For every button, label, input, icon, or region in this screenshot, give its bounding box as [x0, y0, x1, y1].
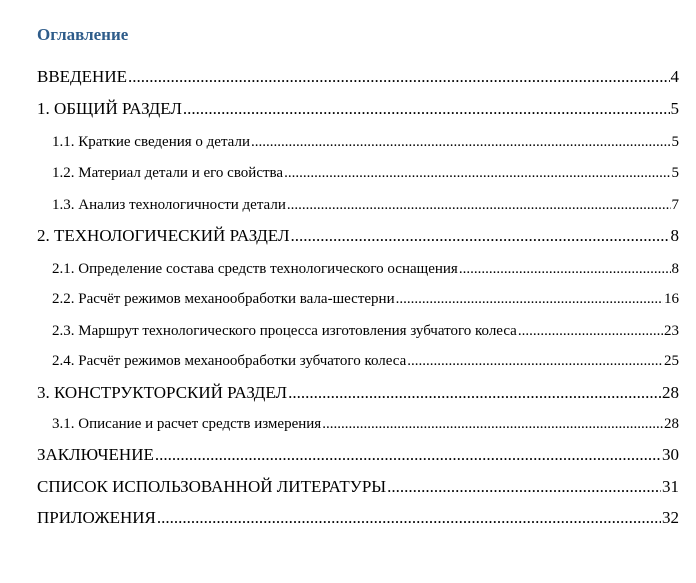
toc-page-number: 8	[670, 226, 679, 245]
toc-page-number: 7	[671, 197, 679, 213]
toc-page-number: 5	[671, 134, 679, 150]
toc-dot-leader	[407, 350, 663, 372]
toc-entry-section-3[interactable]	[37, 382, 679, 404]
toc-page-number: 28	[664, 416, 679, 432]
toc-entry-title: 2.4. Расчёт режимов механообработки зубчатого колеса	[52, 353, 407, 369]
toc-page-number: 5	[670, 99, 679, 118]
toc-dot-leader	[157, 507, 661, 529]
toc-entry-title: 2.3. Маршрут технологического процесса изготовления зубчатого колеса	[52, 323, 517, 339]
toc-page-number: 31	[662, 477, 679, 496]
toc-dot-leader	[288, 382, 661, 404]
toc-dot-leader	[155, 444, 661, 466]
toc-heading: Оглавление	[37, 25, 129, 44]
toc-dot-leader	[290, 225, 669, 247]
toc-entry-section-2-2[interactable]	[52, 288, 679, 310]
toc-page-number: 32	[662, 508, 679, 527]
toc-entry-title: 1.1. Краткие сведения о детали	[52, 134, 250, 150]
toc-entry-section-1-1[interactable]	[52, 131, 679, 153]
toc-dot-leader	[518, 320, 663, 342]
toc-dot-leader	[128, 66, 670, 88]
toc-entry-section-2[interactable]	[37, 225, 679, 247]
toc-entry-title: 3.1. Описание и расчет средств измерения	[52, 416, 322, 432]
toc-page-number: 8	[671, 261, 679, 277]
toc-entry-title: 2.2. Расчёт режимов механообработки вала-шестерни	[52, 291, 395, 307]
toc-entry-title: ЗАКЛЮЧЕНИЕ	[37, 445, 154, 464]
toc-entry-section-2-1[interactable]	[52, 258, 679, 280]
toc-entry-title: ВВЕДЕНИЕ	[37, 67, 127, 86]
toc-entry-section-1-3[interactable]	[52, 194, 679, 216]
toc-entry-section-1-2[interactable]	[52, 162, 679, 184]
toc-dot-leader	[459, 258, 671, 280]
toc-entry-title: 1.3. Анализ технологичности детали	[52, 197, 286, 213]
toc-dot-leader	[287, 194, 671, 216]
toc-dot-leader	[251, 131, 671, 153]
toc-page-number: 5	[671, 165, 679, 181]
toc-dot-leader	[322, 413, 663, 435]
toc-entry-title: 2. ТЕХНОЛОГИЧЕСКИЙ РАЗДЕЛ	[37, 226, 290, 245]
toc-page-number: 28	[662, 383, 679, 402]
toc-page-number: 4	[670, 67, 679, 86]
toc-entry-section-2-4[interactable]	[52, 350, 679, 372]
toc-entry-introduction[interactable]	[37, 66, 679, 88]
toc-entry-conclusion[interactable]	[37, 444, 679, 466]
toc-entry-title: 1.2. Материал детали и его свойства	[52, 165, 284, 181]
toc-entry-title: ПРИЛОЖЕНИЯ	[37, 508, 156, 527]
toc-page-number: 25	[664, 353, 679, 369]
toc-dot-leader	[183, 98, 670, 120]
toc-entry-title: 2.1. Определение состава средств технологического оснащения	[52, 261, 458, 277]
toc-entry-references[interactable]	[37, 476, 679, 498]
toc-entry-title: 3. КОНСТРУКТОРСКИЙ РАЗДЕЛ	[37, 383, 288, 402]
toc-entry-title: 1. ОБЩИЙ РАЗДЕЛ	[37, 99, 182, 118]
toc-page-number: 30	[662, 445, 679, 464]
toc-page-number: 16	[664, 291, 679, 307]
toc-dot-leader	[387, 476, 661, 498]
toc-entry-section-2-3[interactable]	[52, 320, 679, 342]
toc-entry-title: СПИСОК ИСПОЛЬЗОВАННОЙ ЛИТЕРАТУРЫ	[37, 477, 387, 496]
toc-entry-section-3-1[interactable]	[52, 413, 679, 435]
toc-entry-section-1[interactable]	[37, 98, 679, 120]
toc-page-number: 23	[664, 323, 679, 339]
toc-dot-leader	[284, 162, 670, 184]
toc-dot-leader	[396, 288, 663, 310]
toc-entry-appendices[interactable]	[37, 507, 679, 529]
